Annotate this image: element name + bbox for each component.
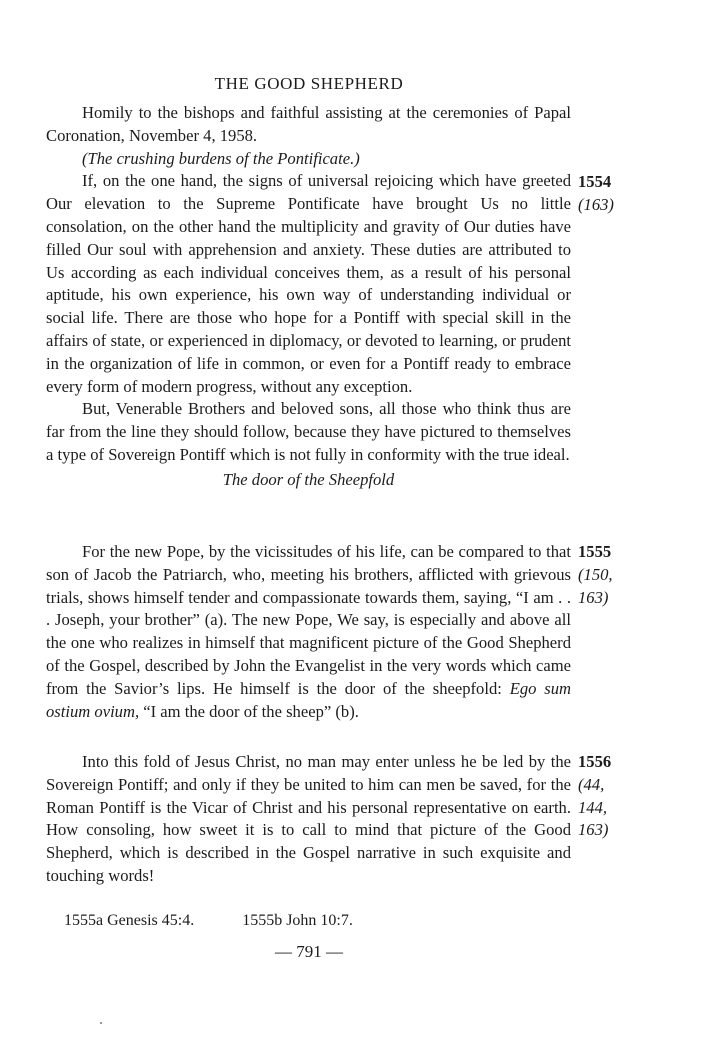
intro-and-opening-section xyxy=(46,102,571,494)
footnote-1555a: 1555a Genesis 45:4. xyxy=(64,912,195,929)
footnote-1555b: 1555b John 10:7. xyxy=(242,912,353,929)
margin-ref-1556 xyxy=(578,751,638,842)
speck xyxy=(100,1022,102,1024)
margin-number: 1555 xyxy=(578,542,612,561)
paragraph-1: If, on the one hand, the signs of universal rejoicing which have greeted Our elevation to the Supreme Pontificate have brought Us no little consolation, on the other hand the multiplicity and gravity of Our duties have filled Our soul with apprehension and anxiety. These duties are attributed to Us according as each individual conceives them, as a result of his personal aptitude, his own experience, his own way of understanding individual or social life. There are those who hope for a Pontiff with special skill in the affairs of state, or experienced in diplomacy, or devoted to learning, or prudent in the organization of life in common, or even for a Pontiff ready to embrace every form of modern progress, without any exception. xyxy=(46,171,571,396)
page-number: — 791 — xyxy=(275,942,343,961)
intro-subtitle: (The crushing burdens of the Pontificate.) xyxy=(82,148,360,168)
margin-crossref: 144, xyxy=(578,797,608,817)
margin-crossref: (163) xyxy=(578,194,614,214)
paragraph-3-end: “I am the door of the sheep” (b). xyxy=(139,701,359,721)
latin-quote: Ego sum ostium ovium, xyxy=(46,678,571,721)
paragraph-2: But, Venerable Brothers and beloved sons, all those who think thus are far from the line they should follow, because they have pictured to themselves a type of Sovereign Pontiff which is not fully in conformity with the true ideal. xyxy=(46,399,571,464)
fold-section xyxy=(46,751,571,888)
sheepfold-section xyxy=(46,541,571,723)
margin-ref-1555 xyxy=(578,541,638,609)
margin-crossref: 163) xyxy=(578,820,609,840)
footnotes xyxy=(64,912,353,930)
section-heading: The door of the Sheepfold xyxy=(222,469,395,489)
paragraph-4: Into this fold of Jesus Christ, no man may enter unless he be led by the Sovereign Pontiff; and only if they be united to him can men be saved, for the Roman Pontiff is the Vicar of Christ and his personal representative on earth. How consoling, how sweet it is to call to mind that picture of the Good Shepherd, which is described in the Gospel narrative in such exquisite and touching words! xyxy=(46,752,571,885)
margin-number: 1554 xyxy=(578,172,612,191)
paragraph-3 xyxy=(46,541,571,723)
margin-crossref: 163) xyxy=(578,587,609,607)
margin-number: 1556 xyxy=(578,752,612,771)
margin-crossref: (150, xyxy=(578,564,613,584)
paragraph-3-text: For the new Pope, by the vicissitudes of his life, can be compared to that son of Jacob the Patriarch, who, meeting his brothers, afflicted with grievous trials, shows himself tender and compassionate towards them, saying, “I am . . . Joseph, your brother” (a). The new Pope, We say, is especially and above all the one who realizes in himself that magnificent picture of the Good Shepherd of the Gospel, described by John the Evangelist in the very words which came from the Savior’s lips. He himself is the door of the sheepfold: xyxy=(46,542,571,698)
page-title: THE GOOD SHEPHERD xyxy=(214,74,404,93)
margin-crossref: (44, xyxy=(578,774,605,794)
intro-line: Homily to the bishops and faithful assisting at the ceremonies of Papal Coronation, November 4, 1958. xyxy=(46,103,571,145)
margin-ref-1554 xyxy=(578,171,638,217)
